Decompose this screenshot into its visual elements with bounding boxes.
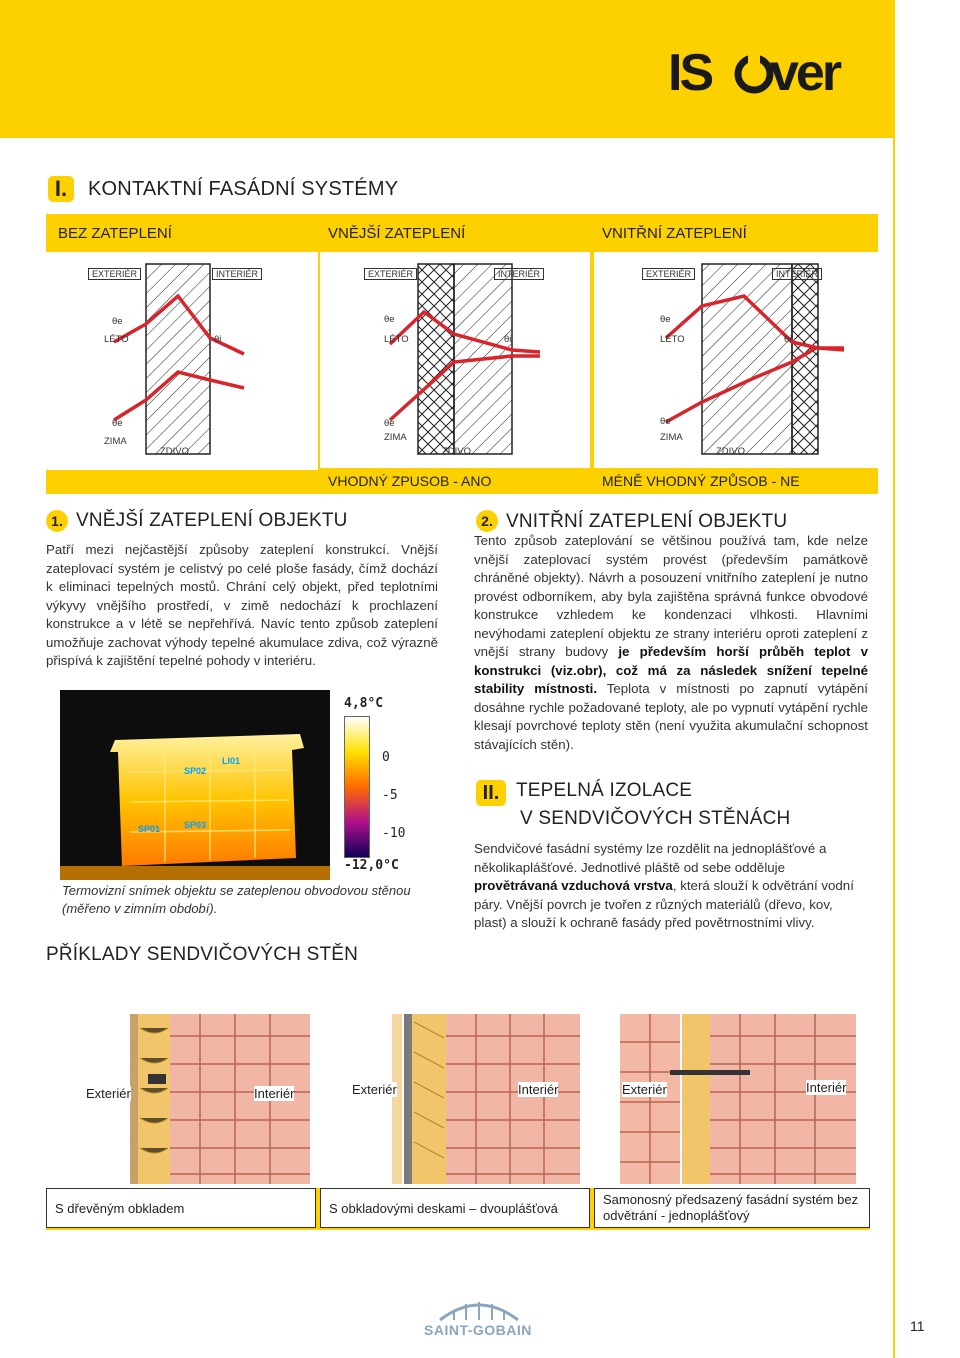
thermo-marker: SP01	[138, 824, 161, 834]
example-caption: S obkladovými deskami – dvouplášťová	[320, 1188, 590, 1228]
theta-e-label: θe	[112, 418, 123, 429]
scale-max: 4,8°C	[344, 696, 384, 711]
thermal-image	[60, 690, 470, 880]
section-title-line2: V SENDVIČOVÝCH STĚNÁCH	[520, 808, 791, 829]
scale-tick: -5	[382, 788, 398, 803]
interior-label: INTERIÉR	[212, 268, 262, 280]
wall-example-panels	[330, 1008, 580, 1188]
example-caption: Samonosný předsazený fasádní systém bez odvětrání - jednoplášťový	[594, 1188, 870, 1228]
summer-label: LÉTO	[384, 334, 409, 345]
theta-i-label: θi	[504, 334, 512, 345]
saint-gobain-emblem	[436, 1296, 522, 1322]
thermo-marker: SP03	[184, 820, 207, 830]
color-scale-bar	[344, 716, 370, 858]
examples-title: PŘÍKLADY SENDVIČOVÝCH STĚN	[46, 944, 359, 965]
section-text: Sendvičové fasádní systémy lze rozdělit na jednoplášťové a několikaplášťové. Jednotlivé pláště od sebe odděluje provětrávaná vzduchová vrstva, která slouží k odvětrání vodní páry. Vnější povrch je tvořen z různých materiálů (dřevo, kov, plast) a slouží k ochraně fasády před povětrnostními vlivy.	[474, 841, 854, 930]
interior-label: Interiér	[254, 1086, 295, 1101]
section-numeral-badge: II.	[476, 780, 506, 806]
scale-min: -12,0°C	[344, 858, 399, 873]
section-title-line1: TEPELNÁ IZOLACE	[516, 780, 693, 801]
theta-i-label: θi	[214, 334, 222, 345]
section-title: KONTAKTNÍ FASÁDNÍ SYSTÉMY	[88, 178, 399, 200]
wall-label: ZDIVO	[442, 446, 472, 457]
svg-text:IS: IS	[668, 44, 712, 100]
block-text: Patří mezi nejčastější způsoby zateplení konstrukcí. Vnější zateplovací systém je celistvý po celé ploše fasády, čímž dochází k eliminaci tepelných mostů. Chrání celý objekt, před teplotními výkyvy vnějšího prostředí, v zimě nedochází k prochlazení konstrukce a v létě se nepřehřívá. Navíc tento způsob zateplení umožňuje zachovat výhody tepelné akumulace zdiva, což výrazně přispívá k zajištění tepelné pohody v interiéru.	[46, 542, 438, 668]
summer-label: LÉTO	[104, 334, 129, 345]
exterior-label: EXTERIÉR	[642, 268, 695, 280]
interior-label: INTERIÉR	[494, 268, 544, 280]
theta-i-label: θi	[784, 334, 792, 345]
section-numeral-badge: I.	[48, 176, 74, 202]
diagram-outer-insulation	[320, 252, 590, 470]
interior-label: INTERIÉR	[772, 268, 822, 280]
exterior-label: EXTERIÉR	[364, 268, 417, 280]
column-header: BEZ ZATEPLENÍ	[46, 214, 328, 252]
wall-label: ZDIVO	[716, 446, 746, 457]
isover-logo	[668, 44, 868, 100]
interior-label: Interiér	[806, 1080, 847, 1095]
block-title: VNĚJŠÍ ZATEPLENÍ OBJEKTU	[76, 510, 348, 531]
diagram-inner-insulation	[594, 252, 870, 470]
page-number: 11	[910, 1318, 925, 1334]
theta-e-label: θe	[384, 314, 395, 325]
example-caption: S dřevěným obkladem	[46, 1188, 316, 1228]
diagram-frame	[46, 214, 870, 494]
column-header: VNĚJŠÍ ZATEPLENÍ	[320, 214, 598, 252]
thermo-marker: LI01	[222, 756, 241, 766]
winter-label: ZIMA	[660, 432, 683, 443]
block-title: VNITŘNÍ ZATEPLENÍ OBJEKTU	[506, 511, 788, 532]
column-header: VNITŘNÍ ZATEPLENÍ	[594, 214, 878, 252]
block-number-badge: 1.	[46, 510, 68, 532]
exterior-label: Exteriér	[622, 1082, 667, 1097]
diagram-no-insulation	[46, 252, 318, 470]
svg-text:ver: ver	[770, 44, 840, 100]
margin-line	[893, 0, 895, 1358]
block-number-badge: 2.	[476, 510, 498, 532]
theta-e-label: θe	[384, 418, 395, 429]
winter-label: ZIMA	[384, 432, 407, 443]
summer-label: LÉTO	[660, 334, 685, 345]
verdict-yes: VHODNÝ ZPUSOB - ANO	[320, 468, 598, 494]
theta-e-label: θe	[660, 314, 671, 325]
scale-tick: -10	[382, 826, 406, 841]
interior-label: Interiér	[518, 1082, 559, 1097]
exterior-label: Exteriér	[86, 1086, 131, 1101]
exterior-label: Exteriér	[352, 1082, 397, 1097]
thermo-marker: SP02	[184, 766, 207, 776]
scale-tick: 0	[382, 750, 390, 765]
theta-e-label: θe	[112, 316, 123, 327]
exterior-label: EXTERIÉR	[88, 268, 141, 280]
theta-e-label: θe	[660, 416, 671, 427]
verdict-no: MÉNĚ VHODNÝ ZPŮSOB - NE	[594, 468, 878, 494]
wall-label: ZDIVO	[160, 446, 190, 457]
thermo-caption: Termovizní snímek objektu se zateplenou obvodovou stěnou (měřeno v zimním období).	[62, 883, 411, 916]
wall-example-selfsupporting	[600, 1008, 856, 1188]
block-text: Tento způsob zateplování se většinou používá tam, kde nelze vnější zateplovací systém provést (především památkově chráněné objekty). Návrh a posouzení vnitřního zateplení je nutno provést odborníkem, aby byla zajištěna správná funkce obvodové konstrukce vzhledem ke kondenzaci vlhkosti. Hlavními nevýhodami zateplení objektu ze strany interiéru oproti zateplení z vnější strany budovy je především horší průběh teplot v konstrukci (viz.obr), což má za následek snížení tepelné stability místnosti. Teplota v místnosti po zapnutí vytápění dosáhne rychle požadované teploty, ale po vypnutí vytápění rychle klesají povrchové teploty stěn (není využita akumulační schopnost stávajících stěn).	[474, 533, 869, 752]
saint-gobain-logo: SAINT-GOBAIN	[424, 1322, 532, 1338]
winter-label: ZIMA	[104, 436, 127, 447]
